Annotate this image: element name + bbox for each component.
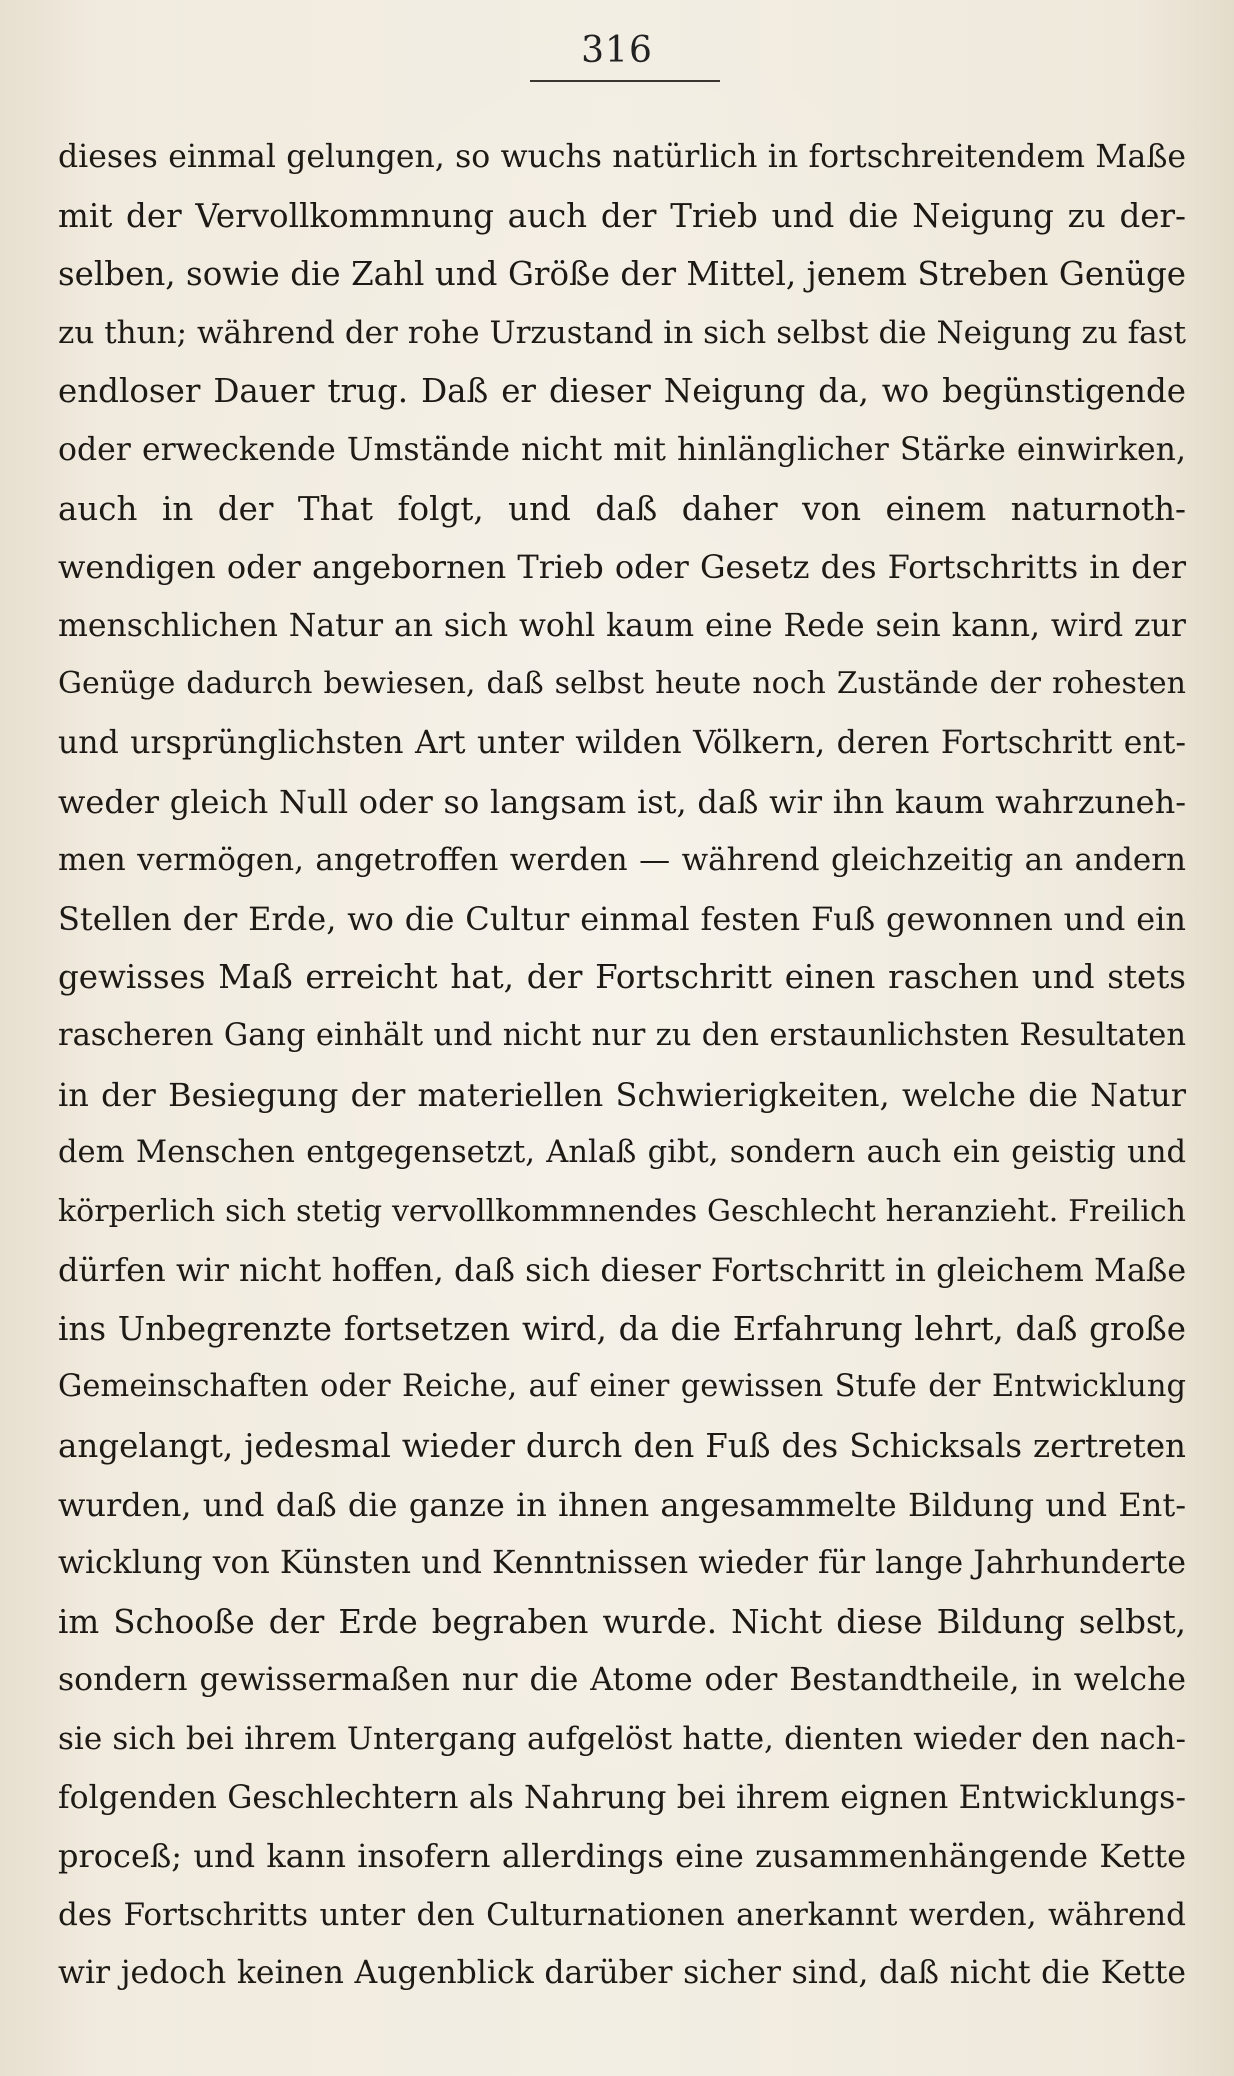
text-line: sie sich bei ihrem Untergang aufgelöst hatte, dienten wieder den nach-: [58, 1721, 1186, 1758]
text-line: weder gleich Null oder so langsam ist, daß wir ihn kaum wahrzuneh-: [58, 782, 1186, 821]
text-line: men vermögen, angetroffen werden — während gleichzeitig an andern: [58, 842, 1186, 879]
text-line: wurden, und daß die ganze in ihnen angesammelte Bildung und Ent-: [58, 1485, 1186, 1524]
text-line: dem Menschen entgegensetzt, Anlaß gibt, sondern auch ein geistig und: [58, 1135, 1186, 1171]
text-line: zu thun; während der rohe Urzustand in sich selbst die Neigung zu fast: [58, 314, 1186, 351]
text-line: angelangt, jedesmal wieder durch den Fuß des Schicksals zertreten: [58, 1427, 1186, 1466]
text-line: körperlich sich stetig vervollkommnendes Geschlecht heranzieht. Freilich: [58, 1193, 1186, 1229]
text-line: auch in der That folgt, und daß daher von einem naturnoth-: [58, 489, 1186, 528]
text-line: in der Besiegung der materiellen Schwierigkeiten, welche die Natur: [58, 1075, 1186, 1114]
text-line: rascheren Gang einhält und nicht nur zu den erstaunlichsten Resultaten: [58, 1017, 1186, 1053]
text-line: endloser Dauer trug. Daß er dieser Neigung da, wo begünstigende: [58, 372, 1186, 411]
text-line: dürfen wir nicht hoffen, daß sich dieser Fortschritt in gleichem Maße: [58, 1251, 1186, 1290]
text-line: und ursprünglichsten Art unter wilden Völkern, deren Fortschritt ent-: [58, 724, 1186, 761]
text-line: Genüge dadurch bewiesen, daß selbst heute noch Zustände der rohesten: [58, 666, 1186, 702]
text-line: mit der Vervollkommnung auch der Trieb und die Neigung zu der-: [58, 196, 1186, 235]
text-body: [58, 128, 1186, 2003]
text-line: oder erweckende Umstände nicht mit hinlänglicher Stärke einwirken,: [58, 431, 1186, 468]
text-line: des Fortschritts unter den Culturnationen anerkannt werden, während: [58, 1896, 1186, 1933]
text-line: folgenden Geschlechtern als Nahrung bei ihrem eignen Entwicklungs-: [58, 1779, 1186, 1816]
text-line: wir jedoch keinen Augenblick darüber sicher sind, daß nicht die Kette: [58, 1955, 1186, 1992]
text-line: wicklung von Künsten und Kenntnissen wieder für lange Jahrhunderte: [58, 1545, 1186, 1582]
header-rule: [530, 80, 720, 82]
text-line: ins Unbegrenzte fortsetzen wird, da die Erfahrung lehrt, daß große: [58, 1309, 1186, 1348]
text-line: gewisses Maß erreicht hat, der Fortschritt einen raschen und stets: [58, 958, 1186, 997]
text-line: selben, sowie die Zahl und Größe der Mittel, jenem Streben Genüge: [58, 255, 1186, 294]
text-line: dieses einmal gelungen, so wuchs natürlich in fortschreitendem Maße: [58, 139, 1186, 175]
page-number: 316: [581, 30, 653, 71]
text-line: menschlichen Natur an sich wohl kaum eine Rede sein kann, wird zur: [58, 607, 1186, 644]
text-line: Stellen der Erde, wo die Cultur einmal festen Fuß gewonnen und ein: [58, 899, 1186, 938]
text-line: Gemeinschaften oder Reiche, auf einer gewissen Stufe der Entwicklung: [58, 1369, 1186, 1405]
text-line: sondern gewissermaßen nur die Atome oder Bestandtheile, in welche: [58, 1662, 1186, 1699]
text-line: im Schooße der Erde begraben wurde. Nicht diese Bildung selbst,: [58, 1602, 1186, 1641]
text-line: wendigen oder angebornen Trieb oder Gesetz des Fortschritts in der: [58, 548, 1186, 587]
text-line: proceß; und kann insofern allerdings eine zusammenhängende Kette: [58, 1837, 1186, 1876]
